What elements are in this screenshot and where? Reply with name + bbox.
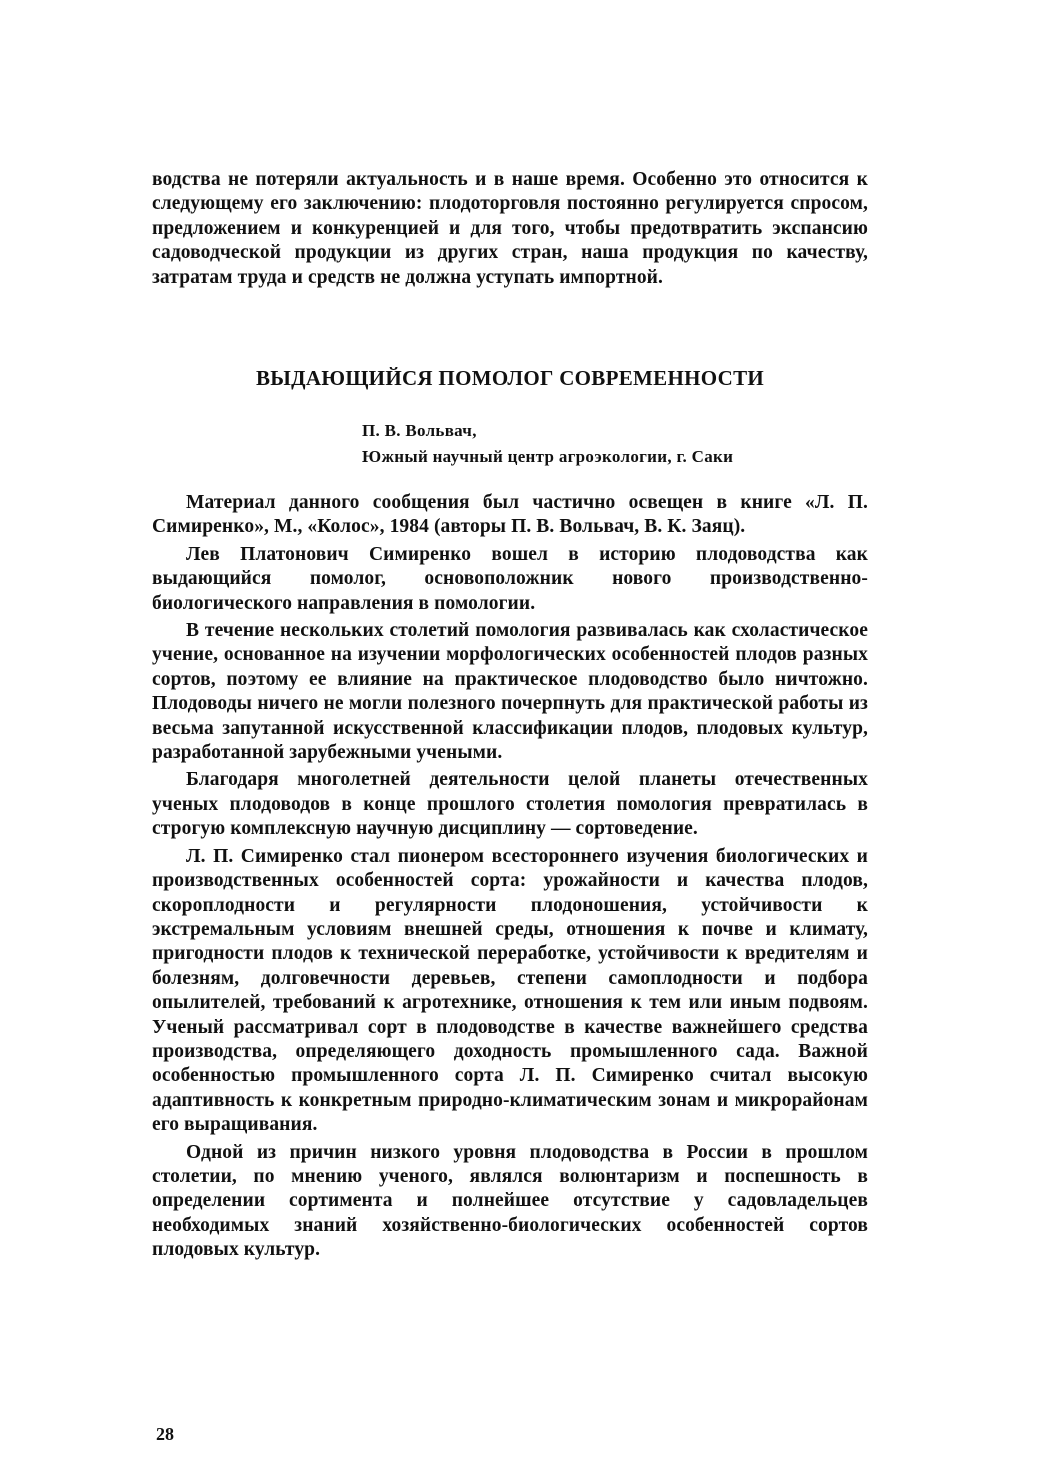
- intro-paragraph: водства не потеряли актуальность и в наше время. Особенно это относится к следующему его заключению: плодоторговля постоянно регулируется спросом, предложением и конкуренцией и для того, чтобы предотвратить экспансию садоводческой продукции из других стран, наша продукция по качеству, затратам труда и средств не должна уступать импортной.: [152, 169, 868, 288]
- author-block: [362, 418, 733, 470]
- body-paragraph: Материал данного сообщения был частично освещен в книге «Л. П. Симиренко», М., «Колос», 1984 (авторы П. В. Вольвач, В. К. Заяц).: [152, 492, 868, 538]
- page-number: 28: [156, 1424, 174, 1444]
- body-paragraph: Л. П. Симиренко стал пионером всестороннего изучения биологических и производственных особенностей сорта: урожайности и качества плодов, скороплодности и регулярности плодоношения, устойчивости к экстремальным условиям внешней среды, отношения к почве и климату, пригодности плодов к технической переработке, устойчивости к вредителям и болезням, долговечности деревьев, степени самоплодности и подбора опылителей, требований к агротехнике, отношения к тем или иным подвоям. Ученый рассматривал сорт в плодоводстве в качестве важнейшего средства производства, определяющего доходность промышленного сада. Важной особенностью промышленного сорта Л. П. Симиренко считал высокую адаптивность к конкретным природно-климатическим зонам и микрорайонам его выращивания.: [152, 845, 868, 1136]
- article-body: [152, 491, 868, 1266]
- body-paragraph: Одной из причин низкого уровня плодоводства в России в прошлом столетии, по мнению ученого, являлся волюнтаризм и поспешность в определении сортимента и полнейшее отсутствие у садовладельцев необходимых знаний хозяйственно-биологических особенностей сортов плодовых культур.: [152, 1141, 868, 1261]
- intro-section: [152, 168, 868, 290]
- body-paragraph: Благодаря многолетней деятельности целой планеты отечественных ученых плодоводов в конце прошлого столетия помология превратилась в строгую комплексную научную дисциплину — сортоведение.: [152, 769, 868, 840]
- body-paragraph: Лев Платонович Симиренко вошел в историю плодоводства как выдающийся помолог, основоположник нового производственно-биологического направления в помологии.: [152, 543, 868, 614]
- body-paragraph: В течение нескольких столетий помология развивалась как схоластическое учение, основанное на изучении морфологических особенностей плодов разных сортов, поэтому ее влияние на практическое плодоводство было ничтожно. Плодоводы ничего не могли полезного почерпнуть для практической работы из весьма запутанной искусственной классификации плодов, плодовых культур, разработанной зарубежными учеными.: [152, 620, 868, 764]
- author-affiliation: Южный научный центр агроэкологии, г. Саки: [362, 447, 734, 466]
- article-title: ВЫДАЮЩИЙСЯ ПОМОЛОГ СОВРЕМЕННОСТИ: [255, 366, 765, 390]
- author-name: П. В. Вольвач,: [362, 421, 477, 440]
